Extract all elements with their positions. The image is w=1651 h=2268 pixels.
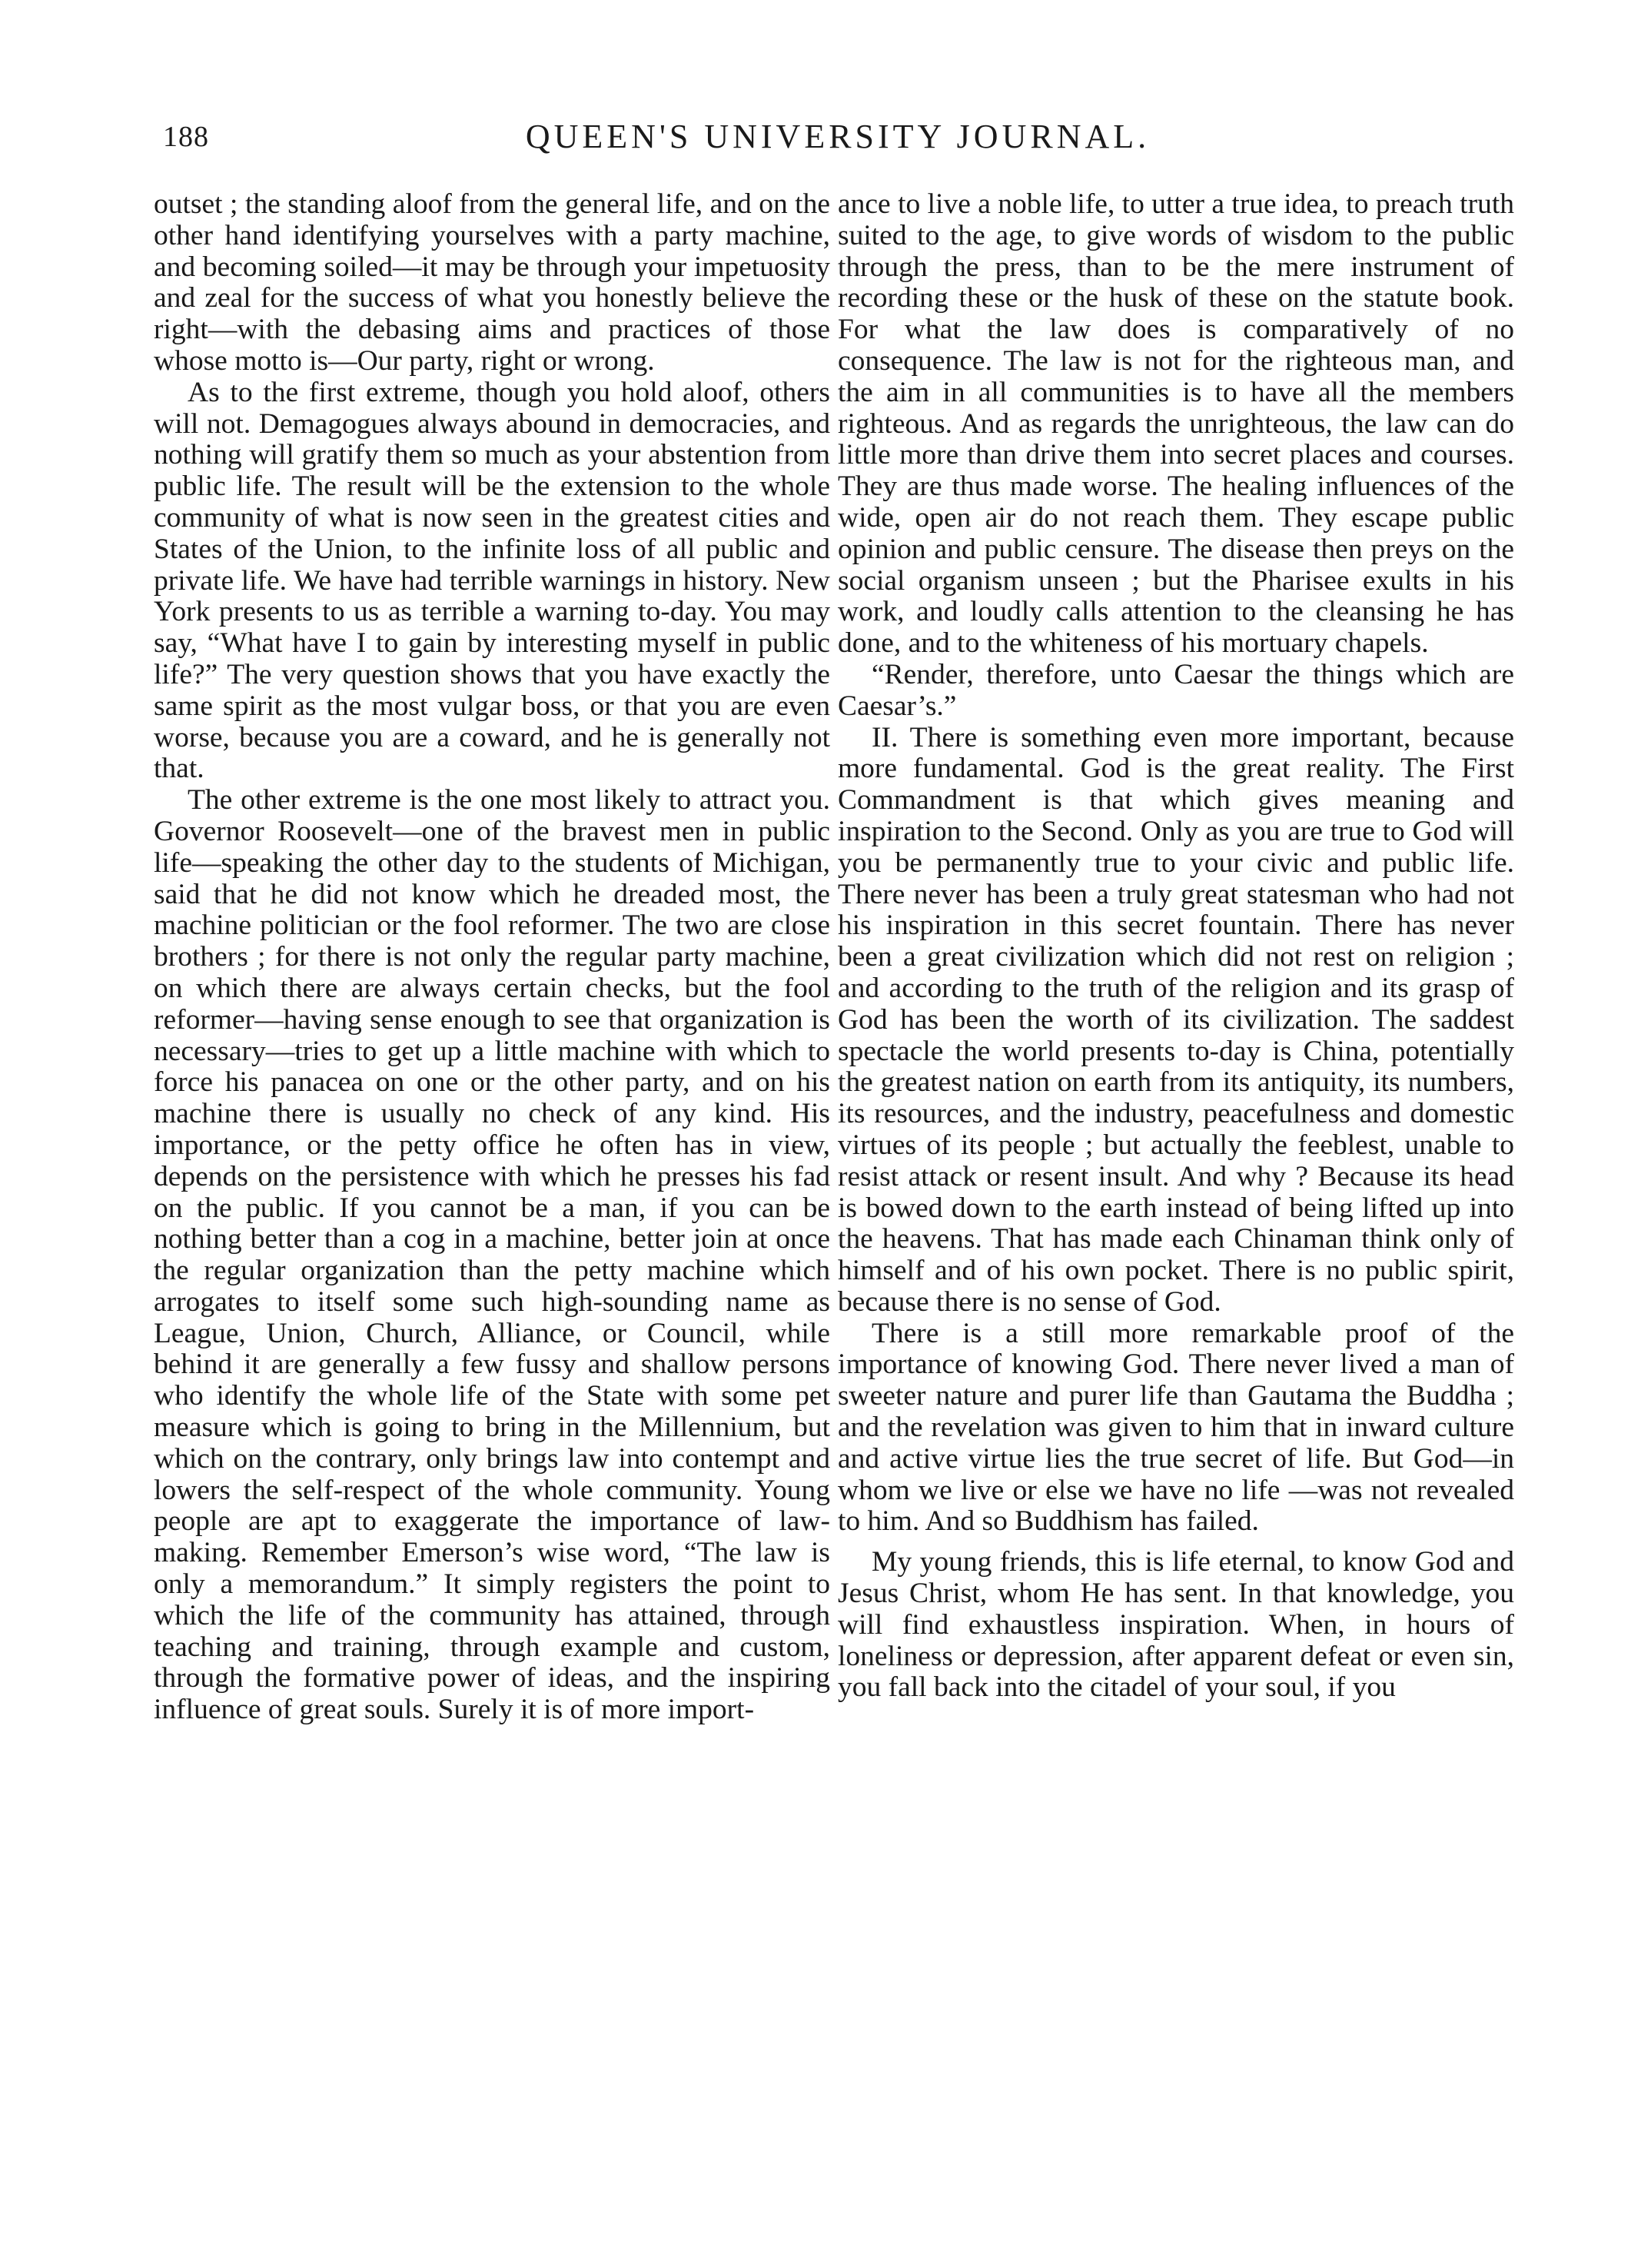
paragraph: My young friends, this is life eternal, to know God and Jesus Christ, whom He has sent. In that knowledge, you will find exhaustless inspiration. When, in hours of loneliness or depression, after apparent defeat or even sin, you fall back into the citadel of your soul, if you: [838, 1546, 1514, 1704]
paragraph: outset ; the standing aloof from the general life, and on the other hand identifying yourselves with a party machine, and becoming soiled—it may be through your impetuosity and zeal for the success of what you honestly believe the right—with the debasing aims and practices of those whose motto is—Our party, right or wrong.: [154, 188, 830, 377]
page-header: [154, 114, 1522, 160]
paragraph: As to the first extreme, though you hold aloof, others will not. Demagogues always abound in democracies, and nothing will gratify them so much as your abstention from public life. The result will be the extension to the whole community of what is now seen in the greatest cities and States of the Union, to the infinite loss of all public and private life. We have had terrible warnings in history. New York presents to us as terrible a warning to-day. You may say, “What have I to gain by interesting myself in public life?” The very question shows that you have exactly the same spirit as the most vulgar boss, or that you are even worse, because you are a coward, and he is generally not that.: [154, 376, 830, 785]
page-number: 188: [163, 121, 209, 153]
journal-title: QUEEN'S UNIVERSITY JOURNAL.: [525, 118, 1151, 155]
paragraph: The other extreme is the one most likely to attract you. Governor Roosevelt—one of the bravest men in public life—speaking the other day to the students of Michigan, said that he did not know which he dreaded most, the machine politician or the fool reformer. The two are close brothers ; for there is not only the regular party machine, on which there are always certain checks, but the fool reformer—having sense enough to see that organization is necessary—tries to get up a little machine with which to force his panacea on one or the other party, and on his machine there is usually no check of any kind. His importance, or the petty office he often has in view, depends on the persistence with which he presses his fad on the public. If you cannot be a man, if you can be nothing better than a cog in a machine, better join at once the regular organization than the petty machine which arrogates to itself some such high-sounding name as League, Union, Church, Alliance, or Council, while behind it are generally a few fussy and shallow persons who identify the whole life of the State with some pet measure which is going to bring in the Millennium, but which on the contrary, only brings law into contempt and lowers the self-respect of the whole community. Young people are apt to exaggerate the importance of law-making. Remember Emerson’s wise word, “The law is only a memorandum.” It simply registers the point to which the life of the community has attained, through teaching and training, through example and custom, through the formative power of ideas, and the inspiring influence of great souls. Surely it is of more import-: [154, 784, 830, 1726]
paragraph: There is a still more remarkable proof of the importance of knowing God. There never lived a man of sweeter nature and purer life than Gautama the Buddha ; and the revelation was given to him that in inward culture and active virtue lies the true secret of life. But God—in whom we live or else we have no life —was not revealed to him. And so Buddhism has failed.: [838, 1317, 1514, 1538]
paragraph: “Render, therefore, unto Caesar the things which are Caesar’s.”: [838, 658, 1514, 722]
left-column: [154, 189, 830, 1726]
paragraph: ance to live a noble life, to utter a true idea, to preach truth suited to the age, to give words of wisdom to the public through the press, than to be the mere instrument of recording these or the husk of these on the statute book. For what the law does is comparatively of no consequence. The law is not for the righteous man, and the aim in all communities is to have all the members righteous. And as regards the unrighteous, the law can do little more than drive them into secret places and courses. They are thus made worse. The healing influences of the wide, open air do not reach them. They escape public opinion and public censure. The disease then preys on the social organism unseen ; but the Pharisee exults in his work, and loudly calls attention to the cleansing he has done, and to the whiteness of his mortuary chapels.: [838, 188, 1514, 660]
right-column: [838, 189, 1514, 1704]
paragraph: II. There is something even more important, because more fundamental. God is the great reality. The First Commandment is that which gives meaning and inspiration to the Second. Only as you are true to God will you be permanently true to your civic and public life. There never has been a truly great statesman who had not his inspiration in this secret fountain. There has never been a great civilization which did not rest on religion ; and according to the truth of the religion and its grasp of God has been the worth of its civilization. The saddest spectacle the world presents to-day is China, potentially the greatest nation on earth from its antiquity, its numbers, its resources, and the industry, peacefulness and domestic virtues of its people ; but actually the feeblest, unable to resist attack or resent insult. And why ? Because its head is bowed down to the earth instead of being lifted up into the heavens. That has made each Chinaman think only of himself and of his own pocket. There is no public spirit, because there is no sense of God.: [838, 721, 1514, 1318]
